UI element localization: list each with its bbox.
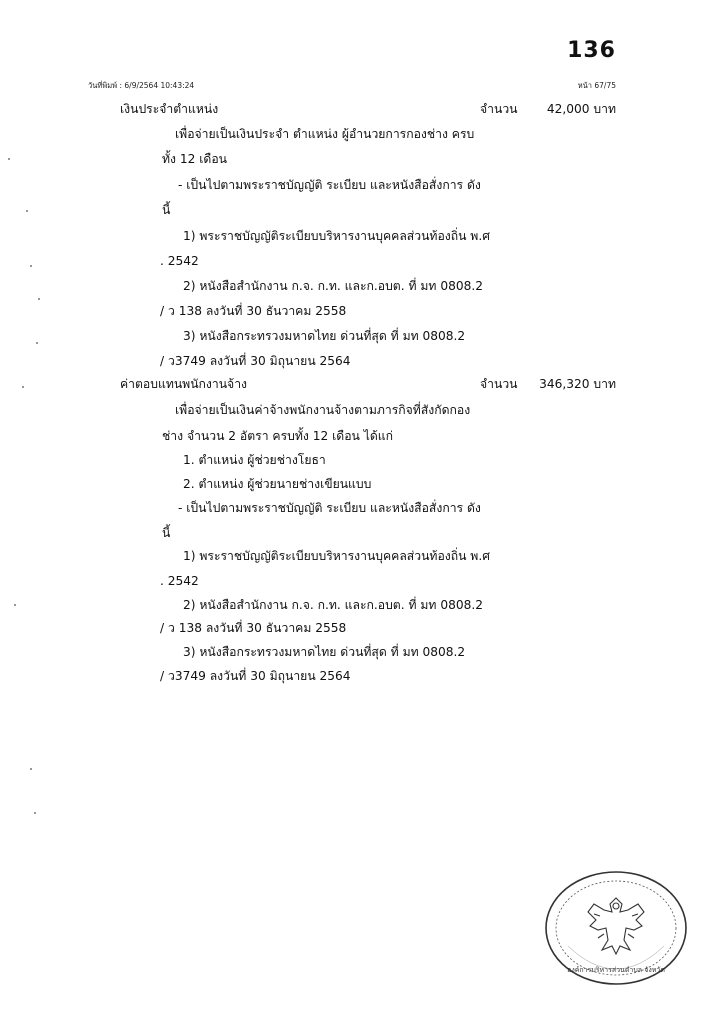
- scan-speck: [8, 158, 10, 160]
- section-title: เงินประจำตำแหน่ง: [120, 102, 219, 116]
- text-line: นี้: [162, 203, 171, 217]
- scan-speck: [36, 342, 38, 344]
- scan-speck: [34, 812, 36, 814]
- page-count: หน้า 67/75: [577, 81, 616, 90]
- text-line: / ว 138 ลงวันที่ 30 ธันวาคม 2558: [160, 621, 347, 635]
- amount-value: 42,000 บาท: [546, 102, 616, 116]
- scan-speck: [26, 210, 28, 212]
- amount-label: จำนวน: [480, 102, 518, 116]
- scan-speck: [38, 298, 40, 300]
- text-line: / ว3749 ลงวันที่ 30 มิถุนายน 2564: [160, 669, 351, 683]
- print-date: วันที่พิมพ์ : 6/9/2564 10:43:24: [88, 81, 195, 90]
- garuda-emblem-icon: [588, 898, 644, 954]
- text-line: 1) พระราชบัญญัติระเบียบบริหารงานบุคคลส่วนท้องถิ่น พ.ศ: [183, 549, 490, 563]
- scan-speck: [14, 604, 16, 606]
- text-line: 1. ตำแหน่ง ผู้ช่วยช่างโยธา: [183, 453, 326, 467]
- text-line: นี้: [162, 526, 171, 540]
- official-seal-stamp: [542, 868, 690, 988]
- text-line: - เป็นไปตามพระราชบัญญัติ ระเบียบ และหนังสือสั่งการ ดัง: [178, 501, 481, 515]
- amount-value: 346,320 บาท: [539, 377, 616, 391]
- scan-speck: [30, 265, 32, 267]
- text-line: / ว3749 ลงวันที่ 30 มิถุนายน 2564: [160, 354, 351, 368]
- section-title: ค่าตอบแทนพนักงานจ้าง: [120, 377, 247, 391]
- text-line: ช่าง จำนวน 2 อัตรา ครบทั้ง 12 เดือน ได้แก่: [162, 429, 393, 443]
- text-line: . 2542: [160, 574, 199, 588]
- text-line: - เป็นไปตามพระราชบัญญัติ ระเบียบ และหนังสือสั่งการ ดัง: [178, 178, 481, 192]
- text-line: 1) พระราชบัญญัติระเบียบบริหารงานบุคคลส่วนท้องถิ่น พ.ศ: [183, 229, 490, 243]
- page-number: 136: [567, 38, 616, 63]
- text-line: เพื่อจ่ายเป็นเงินค่าจ้างพนักงานจ้างตามภารกิจที่สังกัดกอง: [175, 403, 471, 417]
- text-line: / ว 138 ลงวันที่ 30 ธันวาคม 2558: [160, 304, 347, 318]
- text-line: 2) หนังสือสำนักงาน ก.จ. ก.ท. และก.อบต. ที่ มท 0808.2: [183, 279, 483, 293]
- seal-text: องค์การบริหารส่วนตำบล จังหวัด: [567, 966, 665, 974]
- text-line: ทั้ง 12 เดือน: [162, 152, 227, 166]
- text-line: 2) หนังสือสำนักงาน ก.จ. ก.ท. และก.อบต. ที่ มท 0808.2: [183, 598, 483, 612]
- scan-speck: [30, 768, 32, 770]
- text-line: 3) หนังสือกระทรวงมหาดไทย ด่วนที่สุด ที่ มท 0808.2: [183, 329, 466, 343]
- text-line: เพื่อจ่ายเป็นเงินประจำ ตำแหน่ง ผู้อำนวยการกองช่าง ครบ: [175, 127, 475, 141]
- scan-speck: [22, 386, 24, 388]
- text-line: 2. ตำแหน่ง ผู้ช่วยนายช่างเขียนแบบ: [183, 477, 372, 491]
- amount-label: จำนวน: [480, 377, 518, 391]
- text-line: 3) หนังสือกระทรวงมหาดไทย ด่วนที่สุด ที่ มท 0808.2: [183, 645, 466, 659]
- seal-inner-ring: [556, 881, 676, 975]
- text-line: . 2542: [160, 254, 199, 268]
